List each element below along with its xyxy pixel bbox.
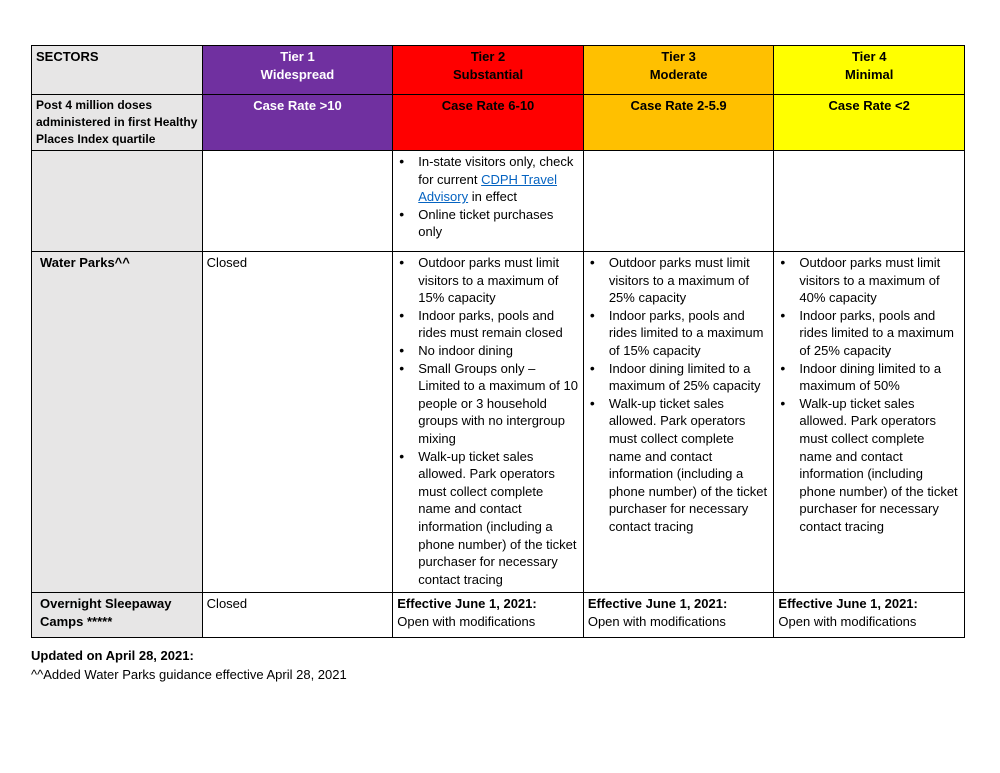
tier-4-case-rate: Case Rate <2 — [774, 95, 965, 151]
list-item: • Walk-up ticket sales allowed. Park operators must collect complete name and contact information (including a phone number) of the ticket purchaser for necessary contact tracing — [609, 395, 770, 536]
sleepaway-camps-row — [32, 593, 965, 638]
list-item: • Indoor dining limited to a maximum of 50% — [799, 360, 960, 395]
tier-1-number: Tier 1 — [280, 49, 315, 64]
water-parks-tier-2-list — [397, 254, 579, 588]
water-parks-tier-3-list — [588, 254, 770, 536]
water-parks-tier-1-cell — [202, 252, 393, 593]
continued-tier-1-cell — [202, 151, 393, 252]
water-parks-tier-3-cell — [583, 252, 774, 593]
camps-tier-3-effective: Effective June 1, 2021: — [587, 596, 728, 611]
continued-sector-cell — [32, 151, 203, 252]
rate-row-label: Post 4 million doses administered in first Healthy Places Index quartile — [32, 95, 203, 151]
list-item: • Indoor dining limited to a maximum of 25% capacity — [609, 360, 770, 395]
case-rate-row — [32, 95, 965, 151]
continued-tier-4-cell — [774, 151, 965, 252]
camps-label: Overnight Sleepaway Camps ***** — [40, 596, 172, 629]
camps-sector-cell — [32, 593, 203, 638]
camps-tier-4-effective: Effective June 1, 2021: — [778, 596, 918, 611]
water-parks-tier-4-list — [778, 254, 960, 536]
tier-1-case-rate: Case Rate >10 — [202, 95, 393, 151]
camps-tier-2-cell — [393, 593, 584, 638]
continued-tier-2-cell — [393, 151, 584, 252]
tier-3-header — [583, 46, 774, 95]
list-item: • Online ticket purchases only — [418, 206, 579, 241]
list-item: • Outdoor parks must limit visitors to a maximum of 25% capacity — [609, 254, 770, 307]
camps-tier-3-status: Open with modifications — [587, 613, 726, 629]
water-parks-tier-1-text: Closed — [206, 255, 248, 270]
list-item: • Indoor parks, pools and rides limited to a maximum of 15% capacity — [609, 307, 770, 360]
updated-date: Updated on April 28, 2021: — [31, 648, 194, 663]
tier-2-case-rate: Case Rate 6-10 — [393, 95, 584, 151]
camps-tier-4-cell — [774, 593, 965, 638]
list-item: • Outdoor parks must limit visitors to a maximum of 15% capacity — [418, 254, 579, 307]
list-item: • No indoor dining — [418, 342, 579, 360]
tier-guidance-table — [31, 45, 965, 638]
list-item: • Outdoor parks must limit visitors to a maximum of 40% capacity — [799, 254, 960, 307]
list-item: • Indoor parks, pools and rides must remain closed — [418, 307, 579, 342]
tier-4-header — [774, 46, 965, 95]
camps-tier-2-effective: Effective June 1, 2021: — [397, 596, 537, 611]
list-item: • Walk-up ticket sales allowed. Park operators must collect complete name and contact information (including a phone number) of the ticket purchaser for necessary contact tracing — [418, 448, 579, 589]
list-item: • Small Groups only – Limited to a maximum of 10 people or 3 household groups with no intergroup mixing — [418, 360, 579, 448]
camps-tier-3-cell — [583, 593, 774, 638]
tier-4-name: Minimal — [845, 66, 894, 82]
sectors-header: SECTORS — [32, 46, 203, 95]
water-parks-sector-cell — [32, 252, 203, 593]
camps-tier-4-status: Open with modifications — [778, 613, 917, 629]
continued-tier-2-list — [397, 153, 579, 241]
continued-row — [32, 151, 965, 252]
tier-3-name: Moderate — [649, 66, 708, 82]
camps-tier-1-text: Closed — [206, 596, 248, 611]
water-parks-row — [32, 252, 965, 593]
bullet-text: In-state visitors only, check for current — [418, 154, 574, 187]
camps-tier-1-cell — [202, 593, 393, 638]
tier-1-name: Widespread — [260, 66, 335, 82]
bullet-text: in effect — [468, 189, 518, 205]
tier-3-number: Tier 3 — [661, 49, 696, 64]
tier-4-number: Tier 4 — [851, 49, 887, 64]
list-item — [418, 153, 579, 206]
camps-tier-2-status: Open with modifications — [397, 613, 536, 629]
water-parks-tier-4-cell — [774, 252, 965, 593]
footer-notes — [31, 646, 347, 684]
water-parks-tier-2-cell — [393, 252, 584, 593]
tier-header-row — [32, 46, 965, 95]
cdph-travel-advisory-link[interactable]: CDPH Travel Advisory — [418, 171, 557, 205]
water-parks-label: Water Parks^^ — [40, 255, 130, 270]
list-item: • Walk-up ticket sales allowed. Park operators must collect complete name and contact information (including phone number) of the ticket purchaser for necessary contact tracing — [799, 395, 960, 536]
water-parks-footnote: ^^Added Water Parks guidance effective April 28, 2021 — [31, 667, 347, 682]
list-item: • Indoor parks, pools and rides limited to a maximum of 25% capacity — [799, 307, 960, 360]
tier-2-name: Substantial — [453, 66, 524, 82]
tier-3-case-rate: Case Rate 2-5.9 — [583, 95, 774, 151]
tier-2-number: Tier 2 — [470, 49, 506, 64]
tier-2-header — [393, 46, 584, 95]
tier-1-header — [202, 46, 393, 95]
continued-tier-3-cell — [583, 151, 774, 252]
